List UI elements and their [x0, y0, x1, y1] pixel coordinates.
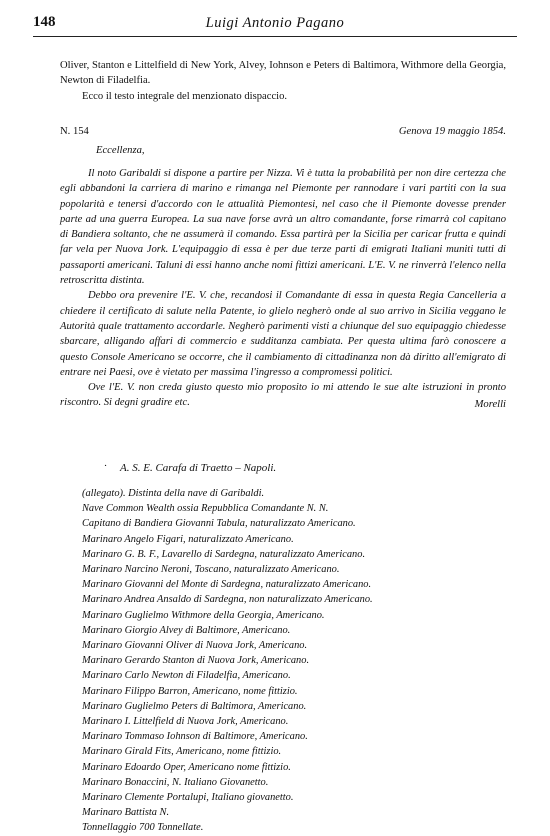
crew-list-item: Marinaro Battista N.: [82, 807, 170, 819]
bullet-mark: ·: [104, 460, 107, 472]
intro-continuation: Oliver, Stanton e Littelfield di New York, Alvey, Iohnson e Peters di Baltimora, Withmore della Georgia, Newton di Filadelfia.: [60, 60, 506, 87]
crew-list-item: (allegato). Distinta della nave di Garibaldi.: [82, 488, 265, 499]
crew-list-item: Marinaro Edoardo Oper, Americano nome fittizio.: [82, 761, 291, 773]
letter-salutation: Eccellenza,: [96, 145, 145, 156]
crew-list-item: Marinaro Tommaso Iohnson di Baltimore, Americano.: [82, 731, 308, 743]
crew-list-item: Marinaro Giovanni del Monte di Sardegna, naturalizzato Americano.: [82, 579, 372, 591]
page-header: [33, 14, 517, 37]
dispatch-number: N. 154: [60, 126, 89, 137]
intro-lead-in: Ecco il testo integrale del menzionato dispaccio.: [82, 90, 288, 102]
crew-list-item: Marinaro Clemente Portalupi, Italiano giovanetto.: [82, 792, 294, 804]
addressee-line: [104, 460, 277, 474]
crew-list: [82, 486, 502, 836]
crew-list-item: Marinaro Angelo Figari, naturalizzato Americano.: [82, 533, 294, 545]
letter-signature: Morelli: [474, 399, 506, 411]
addressee-text: A. S. E. Carafa di Traetto – Napoli.: [120, 462, 277, 474]
crew-list-item: Marinaro Girald Fits, Americano, nome fittizio.: [82, 746, 282, 758]
letter-body: [60, 166, 506, 411]
crew-list-item: Tonnellaggio 700 Tonnellate.: [82, 822, 204, 834]
crew-list-item: Marinaro Guglielmo Withmore della Georgia, Americano.: [82, 609, 325, 621]
crew-list-item: Marinaro G. B. F., Lavarello di Sardegna, naturalizzato Americano.: [82, 548, 366, 560]
crew-list-item: Marinaro Bonaccini, N. Italiano Giovanetto.: [82, 776, 269, 788]
crew-list-item: Marinaro Guglielmo Peters di Baltimora, Americano.: [82, 700, 307, 712]
crew-list-item: Marinaro I. Littelfield di Nuova Jork, Americano.: [82, 716, 289, 728]
letter-paragraph: Ove l'E. V. non creda giusto questo mio proposito io mi attendo le sue alte istruzioni in pronto riscontro. Si degni gradire etc.: [60, 382, 506, 409]
letter-paragraph: Debbo ora prevenire l'E. V. che, recandosi il Comandante di essa in questa Regia Cancelleria a chiedere il certificato di salute nella Patente, io glielo negherò onde al suo arrivo in Sicilia veggano le Autorità quale trattamento accordarle. Negherò parimenti visti a chiunque del suo equipaggio chiedesse sbarcare, alligando affari di commercio e sudditanza cambiata. Per questa ultima farò conoscere a questo Console Americano se occorre, che il cambiamento di cittadinanza non dà diritto all'emigrato di entrare nei Paesi, ove è vietato per massima l'ingresso a compromessi politici.: [60, 290, 506, 378]
crew-list-item: Marinaro Giovanni Oliver di Nuova Jork, Americano.: [82, 640, 308, 652]
crew-list-item: Marinaro Andrea Ansaldo di Sardegna, non naturalizzato Americano.: [82, 594, 373, 606]
crew-list-item: Marinaro Narcino Neroni, Toscano, naturalizzato Americano.: [82, 564, 340, 576]
crew-list-item: Marinaro Gerardo Stanton di Nuova Jork, Americano.: [82, 655, 310, 667]
crew-list-item: Nave Common Wealth ossia Repubblica Comandante N. N.: [82, 503, 329, 515]
crew-list-item: Marinaro Filippo Barron, Americano, nome fittizio.: [82, 685, 298, 697]
intro-text: [60, 58, 506, 104]
dispatch-place-date: Genova 19 maggio 1854.: [398, 126, 506, 137]
running-head: Luigi Antonio Pagano: [205, 15, 345, 31]
crew-list-item: Marinaro Giorgio Alvey di Baltimore, Americano.: [82, 624, 291, 636]
crew-list-item: Capitano di Bandiera Giovanni Tabula, naturalizzato Americano.: [82, 518, 356, 530]
crew-list-item: Marinaro Carlo Newton di Filadelfia, Americano.: [82, 670, 291, 682]
page-number: 148: [33, 14, 56, 30]
letter-paragraph: Il noto Garibaldi si dispone a partire per Nizza. Vi è tutta la probabilità per non dire certezza che egli abbandoni la carriera di marino e rimanga nel Piemonte per rannodare i vari partiti con la sua popolarità e tenersi d'accordo con le attualità Piemontesi, nel caso che il Piemonte dovesse prender parte ad una guerra Europea. La sua nave forse avrà un altro comandante, forse rimarrà col capitano di Bandiera soltanto, che ne assumerà il comando. Essa partirà per la Sicilia per caricar frutta e quindi far vela per Nuova Jork. L'equipaggio di essa è per due terze parti di emigrati Italiani muniti tutti di passaporti americani. Taluni di essi hanno anche nomi fittizi americani. L'E. V. ne rinverrà l'elenco nella retroscritta distinta.: [60, 168, 506, 287]
